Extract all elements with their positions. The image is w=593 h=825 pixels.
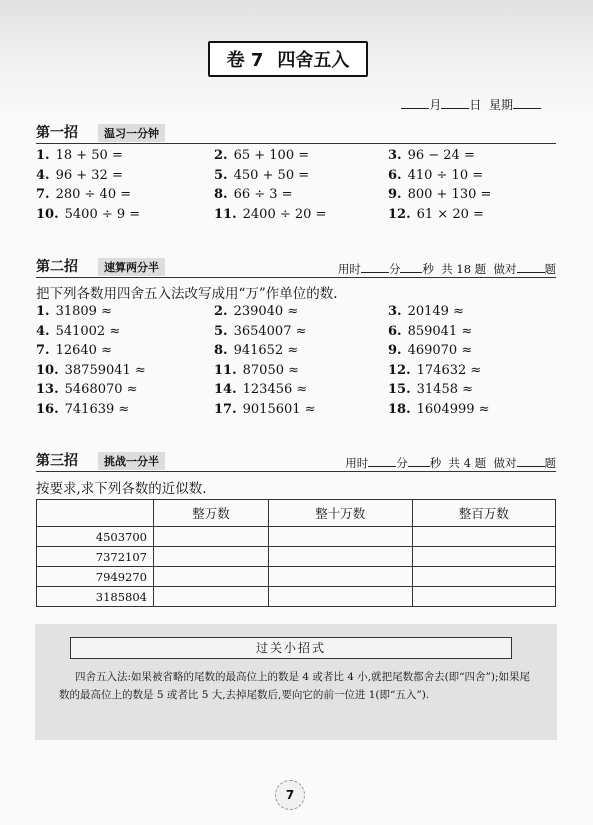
problem-expression: 5468070 ≈: [64, 382, 138, 397]
problem-item: [214, 148, 309, 163]
problem-expression: 20149 ≈: [407, 304, 464, 319]
section1-label: 第一招: [36, 125, 78, 141]
problem-number: 8.: [214, 343, 228, 358]
problem-item: [36, 382, 138, 397]
table-header-cell: 整百万数: [412, 500, 556, 527]
problem-expression: 18 + 50 =: [55, 148, 123, 163]
problem-item: [214, 324, 307, 339]
minutes-blank[interactable]: [368, 454, 396, 467]
question-unit: 题: [544, 456, 556, 470]
problem-number: 9.: [388, 343, 402, 358]
problem-number: 6.: [388, 167, 402, 183]
section2-instruction: 把下列各数用四舍五入法改写成用“万”作单位的数.: [36, 286, 338, 302]
problem-expression: 280 ÷ 40 =: [55, 187, 132, 202]
problem-expression: 66 ÷ 3 =: [233, 187, 293, 202]
answer-cell[interactable]: [412, 527, 556, 547]
section3-meta: [345, 454, 556, 471]
answer-cell[interactable]: [269, 567, 412, 587]
weekday-blank[interactable]: [513, 96, 541, 109]
problem-item: [214, 343, 298, 358]
problem-number: 11.: [214, 362, 237, 378]
problem-item: [388, 363, 481, 378]
problem-expression: 61 × 20 =: [416, 206, 484, 222]
correct-label: 做对: [493, 456, 517, 470]
problem-row: [36, 382, 556, 402]
problem-item: [36, 207, 140, 222]
problem-item: [388, 304, 464, 319]
problem-expression: 450 + 50 =: [233, 167, 310, 183]
problem-row: [36, 187, 556, 207]
section2-rule: [36, 277, 556, 278]
answer-cell[interactable]: [269, 547, 412, 567]
problem-item: [388, 148, 475, 163]
table-row: [37, 547, 556, 567]
tips-title: 过关小招式: [70, 637, 512, 659]
problem-number: 6.: [388, 323, 402, 339]
problem-expression: 12640 ≈: [55, 343, 112, 358]
table-number-cell: 4503700: [37, 527, 154, 547]
page-title: [208, 41, 368, 77]
correct-blank[interactable]: [517, 454, 545, 467]
time-label: 用时: [337, 262, 361, 276]
weekday-label: 星期: [488, 98, 513, 112]
table-row: [37, 587, 556, 607]
table-number-cell: 7949270: [37, 567, 154, 587]
date-line: [401, 96, 541, 113]
day-label: 日: [469, 98, 482, 112]
answer-cell[interactable]: [154, 587, 269, 607]
problem-number: 4.: [36, 167, 50, 183]
day-blank[interactable]: [441, 96, 469, 109]
topic-title: 四舍五入: [277, 50, 350, 71]
problem-number: 9.: [388, 187, 402, 202]
problem-number: 14.: [214, 382, 237, 397]
total-count: 共 4 题: [448, 456, 487, 470]
seconds-label: 秒: [429, 456, 442, 470]
problem-number: 11.: [214, 206, 237, 222]
page-number: 7: [275, 780, 305, 810]
correct-label: 做对: [493, 262, 517, 276]
answer-cell[interactable]: [269, 587, 412, 607]
problem-expression: 87050 ≈: [242, 362, 300, 378]
problem-number: 8.: [214, 187, 228, 202]
problem-expression: 174632 ≈: [416, 362, 482, 378]
problem-item: [36, 148, 123, 163]
problem-item: [36, 187, 131, 202]
section2-label: 第二招: [36, 259, 78, 275]
problem-row: [36, 168, 556, 188]
answer-cell[interactable]: [154, 547, 269, 567]
tips-box: [35, 624, 557, 740]
table-header-row: [37, 500, 556, 527]
problem-expression: 96 + 32 =: [55, 167, 123, 183]
problem-number: 12.: [388, 362, 411, 378]
problem-item: [388, 324, 472, 339]
section3-instruction: 按要求,求下列各数的近似数.: [36, 481, 207, 497]
problem-item: [388, 402, 490, 417]
table-header-cell: [37, 500, 154, 527]
answer-cell[interactable]: [154, 567, 269, 587]
problem-number: 10.: [36, 206, 59, 222]
section1-problems: [36, 148, 556, 226]
problem-expression: 469070 ≈: [407, 343, 473, 358]
problem-item: [388, 168, 483, 183]
problem-number: 4.: [36, 323, 50, 339]
month-blank[interactable]: [401, 96, 429, 109]
section1-rule: [36, 143, 556, 144]
problem-number: 5.: [214, 167, 228, 183]
answer-cell[interactable]: [269, 527, 412, 547]
seconds-label: 秒: [422, 262, 434, 276]
problem-expression: 38759041 ≈: [64, 362, 146, 378]
problem-number: 18.: [388, 401, 411, 417]
section3-rule: [36, 471, 556, 472]
problem-number: 15.: [388, 382, 411, 397]
problem-item: [214, 402, 316, 417]
problem-number: 16.: [36, 401, 59, 417]
problem-number: 3.: [388, 148, 402, 163]
correct-blank[interactable]: [517, 260, 545, 273]
problem-expression: 9015601 ≈: [242, 401, 316, 417]
answer-cell[interactable]: [412, 567, 556, 587]
minutes-label: 分: [396, 456, 408, 470]
problem-item: [388, 207, 484, 222]
section2-tag: 速算两分半: [98, 258, 165, 276]
table-number-cell: 3185804: [37, 587, 154, 607]
question-unit: 题: [544, 262, 556, 276]
seconds-blank[interactable]: [400, 260, 422, 273]
answer-cell[interactable]: [412, 547, 556, 567]
problem-number: 7.: [36, 343, 50, 358]
problem-row: [36, 402, 556, 422]
section3-header: [36, 450, 556, 472]
problem-number: 2.: [214, 148, 228, 163]
problem-row: [36, 304, 556, 324]
problem-row: [36, 207, 556, 227]
problem-expression: 410 ÷ 10 =: [407, 167, 484, 183]
section2-problems: [36, 304, 556, 421]
problem-item: [214, 207, 326, 222]
problem-expression: 239040 ≈: [233, 304, 299, 319]
problem-expression: 941652 ≈: [233, 343, 299, 358]
table-row: [37, 567, 556, 587]
table-number-cell: 7372107: [37, 547, 154, 567]
section3-label: 第三招: [36, 453, 78, 469]
answer-cell[interactable]: [412, 587, 556, 607]
total-count: 共 18 题: [441, 262, 487, 276]
section3-tag: 挑战一分半: [98, 452, 165, 470]
problem-expression: 741639 ≈: [64, 401, 130, 417]
problem-number: 1.: [36, 148, 50, 163]
volume-number: 卷 7: [226, 50, 264, 71]
problem-expression: 859041 ≈: [407, 323, 473, 339]
problem-row: [36, 343, 556, 363]
problem-expression: 65 + 100 =: [233, 148, 310, 163]
problem-expression: 800 + 130 =: [407, 187, 492, 202]
problem-number: 3.: [388, 304, 402, 319]
problem-expression: 2400 ÷ 20 =: [242, 206, 327, 222]
time-label: 用时: [345, 456, 369, 470]
problem-expression: 31809 ≈: [55, 304, 112, 319]
problem-item: [214, 187, 293, 202]
problem-item: [36, 363, 146, 378]
problem-item: [36, 324, 120, 339]
problem-item: [36, 343, 112, 358]
problem-number: 2.: [214, 304, 228, 319]
problem-item: [36, 168, 123, 183]
minutes-blank[interactable]: [361, 260, 389, 273]
problem-expression: 3654007 ≈: [233, 323, 307, 339]
problem-expression: 96 − 24 =: [407, 148, 475, 163]
problem-item: [214, 382, 307, 397]
answer-cell[interactable]: [154, 527, 269, 547]
problem-item: [388, 343, 472, 358]
problem-number: 10.: [36, 362, 59, 378]
problem-number: 5.: [214, 323, 228, 339]
problem-expression: 5400 ÷ 9 =: [64, 206, 141, 222]
table-header-cell: 整十万数: [269, 500, 412, 527]
section2-meta: [338, 260, 556, 277]
problem-item: [388, 382, 473, 397]
table-row: [37, 527, 556, 547]
minutes-label: 分: [388, 262, 401, 276]
problem-item: [388, 187, 491, 202]
problem-number: 13.: [36, 382, 59, 397]
problem-expression: 1604999 ≈: [416, 401, 490, 417]
approximation-table: [36, 499, 556, 607]
section1-tag: 温习一分钟: [98, 124, 165, 142]
problem-number: 17.: [214, 401, 237, 417]
problem-expression: 31458 ≈: [416, 382, 474, 397]
problem-expression: 123456 ≈: [242, 382, 308, 397]
problem-item: [214, 363, 299, 378]
problem-row: [36, 324, 556, 344]
problem-item: [36, 402, 129, 417]
table-header-cell: 整万数: [154, 500, 269, 527]
problem-item: [214, 304, 298, 319]
problem-row: [36, 363, 556, 383]
problem-number: 1.: [36, 304, 50, 319]
problem-number: 12.: [388, 206, 411, 222]
problem-item: [36, 304, 112, 319]
problem-expression: 541002 ≈: [55, 323, 121, 339]
section1-header: [36, 122, 556, 144]
seconds-blank[interactable]: [408, 454, 430, 467]
problem-number: 7.: [36, 187, 50, 202]
month-label: 月: [429, 98, 442, 112]
problem-row: [36, 148, 556, 168]
tips-text: 四舍五入法:如果被省略的尾数的最高位上的数是 4 或者比 4 小,就把尾数都舍去(即“四舍”);如果尾数的最高位上的数是 5 或者比 5 大,去掉尾数后,要向它的前一位进 1(即“五入”).: [59, 671, 531, 701]
problem-item: [214, 168, 309, 183]
section2-header: [36, 256, 556, 278]
